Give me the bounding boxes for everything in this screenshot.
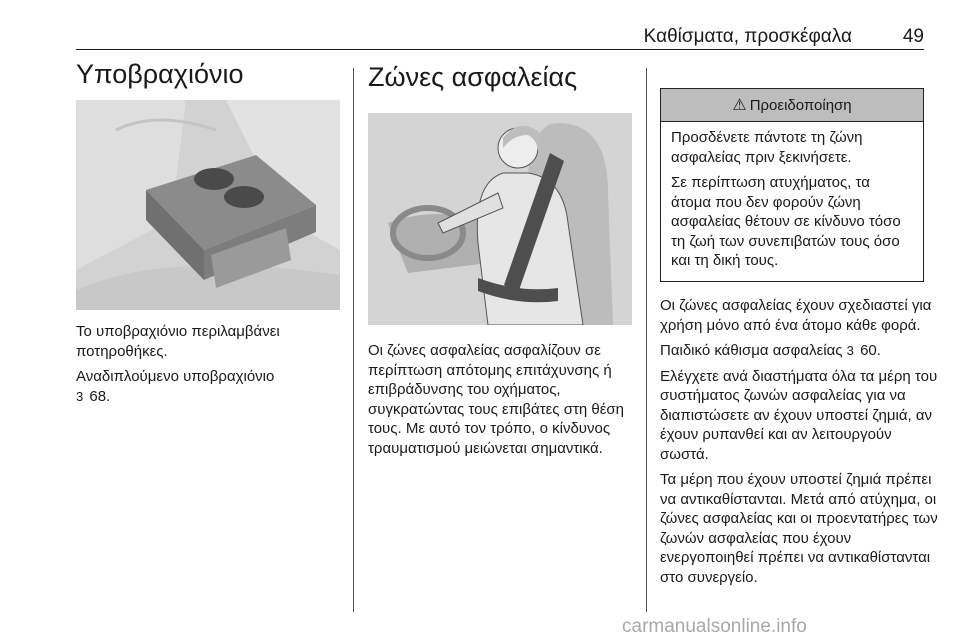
folding-armrest-label: Αναδιπλούμενο υποβραχιόνιο [76, 368, 275, 385]
armrest-paragraph-1: Το υποβραχιόνιο περιλαμβάνει ποτηροθήκες. [76, 323, 280, 360]
warning-header [661, 89, 923, 122]
warning-triangle-icon: ⚠ [732, 97, 747, 114]
seat-belt-illustration [368, 113, 632, 325]
page-number: 49 [902, 26, 924, 47]
folding-armrest-page-ref[interactable]: 68. [89, 387, 111, 405]
seat-belts-text [368, 341, 640, 464]
seat-belts-paragraph: Οι ζώνες ασφαλείας ασφαλίζουν σε περίπτωση απότομης επιτάχυνσης ή επιβράδυνσης του οχήματος, συγκρατώντας τους επιβάτες στη θέση τους. Με αυτό τον τρόπο, ο κίνδυνος τραυματισμού μειώνεται σημαντικά. [368, 342, 625, 457]
single-occupant-paragraph: Οι ζώνες ασφαλείας έχουν σχεδιαστεί για χρήση μόνο από ένα άτομο κάθε φορά. [660, 297, 932, 334]
warning-body [661, 122, 923, 271]
warning-title: Προειδοποίηση [749, 96, 852, 114]
replacement-paragraph: Τα μέρη που έχουν υποστεί ζημιά πρέπει να αντικαθίστανται. Μετά από ατύχημα, οι ζώνες ασφαλείας και οι προεντατήρες των ζωνών ασφαλείας που έχουν ενεργοποιηθεί πρέπει να αντικαθίστανται στο συνεργείο. [660, 471, 938, 586]
child-seat-page-ref[interactable]: 60. [860, 342, 881, 359]
seat-belts-section-title: Ζώνες ασφαλείας [368, 62, 578, 92]
footer-watermark: carmanualsonline.info [622, 616, 807, 637]
armrest-text [76, 322, 348, 412]
seat-belts-details-text [660, 296, 942, 593]
warning-box [660, 88, 924, 282]
armrest-section-title: Υποβραχιόνιο [76, 59, 244, 89]
inspection-paragraph: Ελέγχετε ανά διαστήματα όλα τα μέρη του συστήματος ζωνών ασφαλείας για να διαπιστώσετε αν έχουν υποστεί ζημιά, αν έχουν ρυπανθεί και αν λειτουργούν σωστά. [660, 367, 938, 463]
warning-paragraph-2: Σε περίπτωση ατυχήματος, τα άτομα που δεν φορούν ζώνη ασφαλείας θέτουν σε κίνδυνο τόσο τη ζωή των συνεπιβατών τους όσο και τη δική τους. [671, 174, 901, 269]
header-title: Καθίσματα, προσκέφαλα [643, 26, 852, 47]
column-divider-right [646, 68, 647, 612]
warning-paragraph-1: Προσδένετε πάντοτε τη ζώνη ασφαλείας πριν ξεκινήσετε. [671, 129, 863, 166]
child-seat-reference-paragraph [660, 341, 942, 361]
armrest-photo [76, 100, 340, 310]
child-seat-label: Παιδικό κάθισμα ασφαλείας [660, 342, 843, 359]
header-rule [76, 49, 924, 50]
column-divider-left [353, 68, 354, 612]
page-reference-arrow-icon: 3 [846, 343, 854, 358]
page-reference-arrow-icon: 3 [76, 388, 84, 404]
armrest-paragraph-2 [76, 367, 348, 406]
